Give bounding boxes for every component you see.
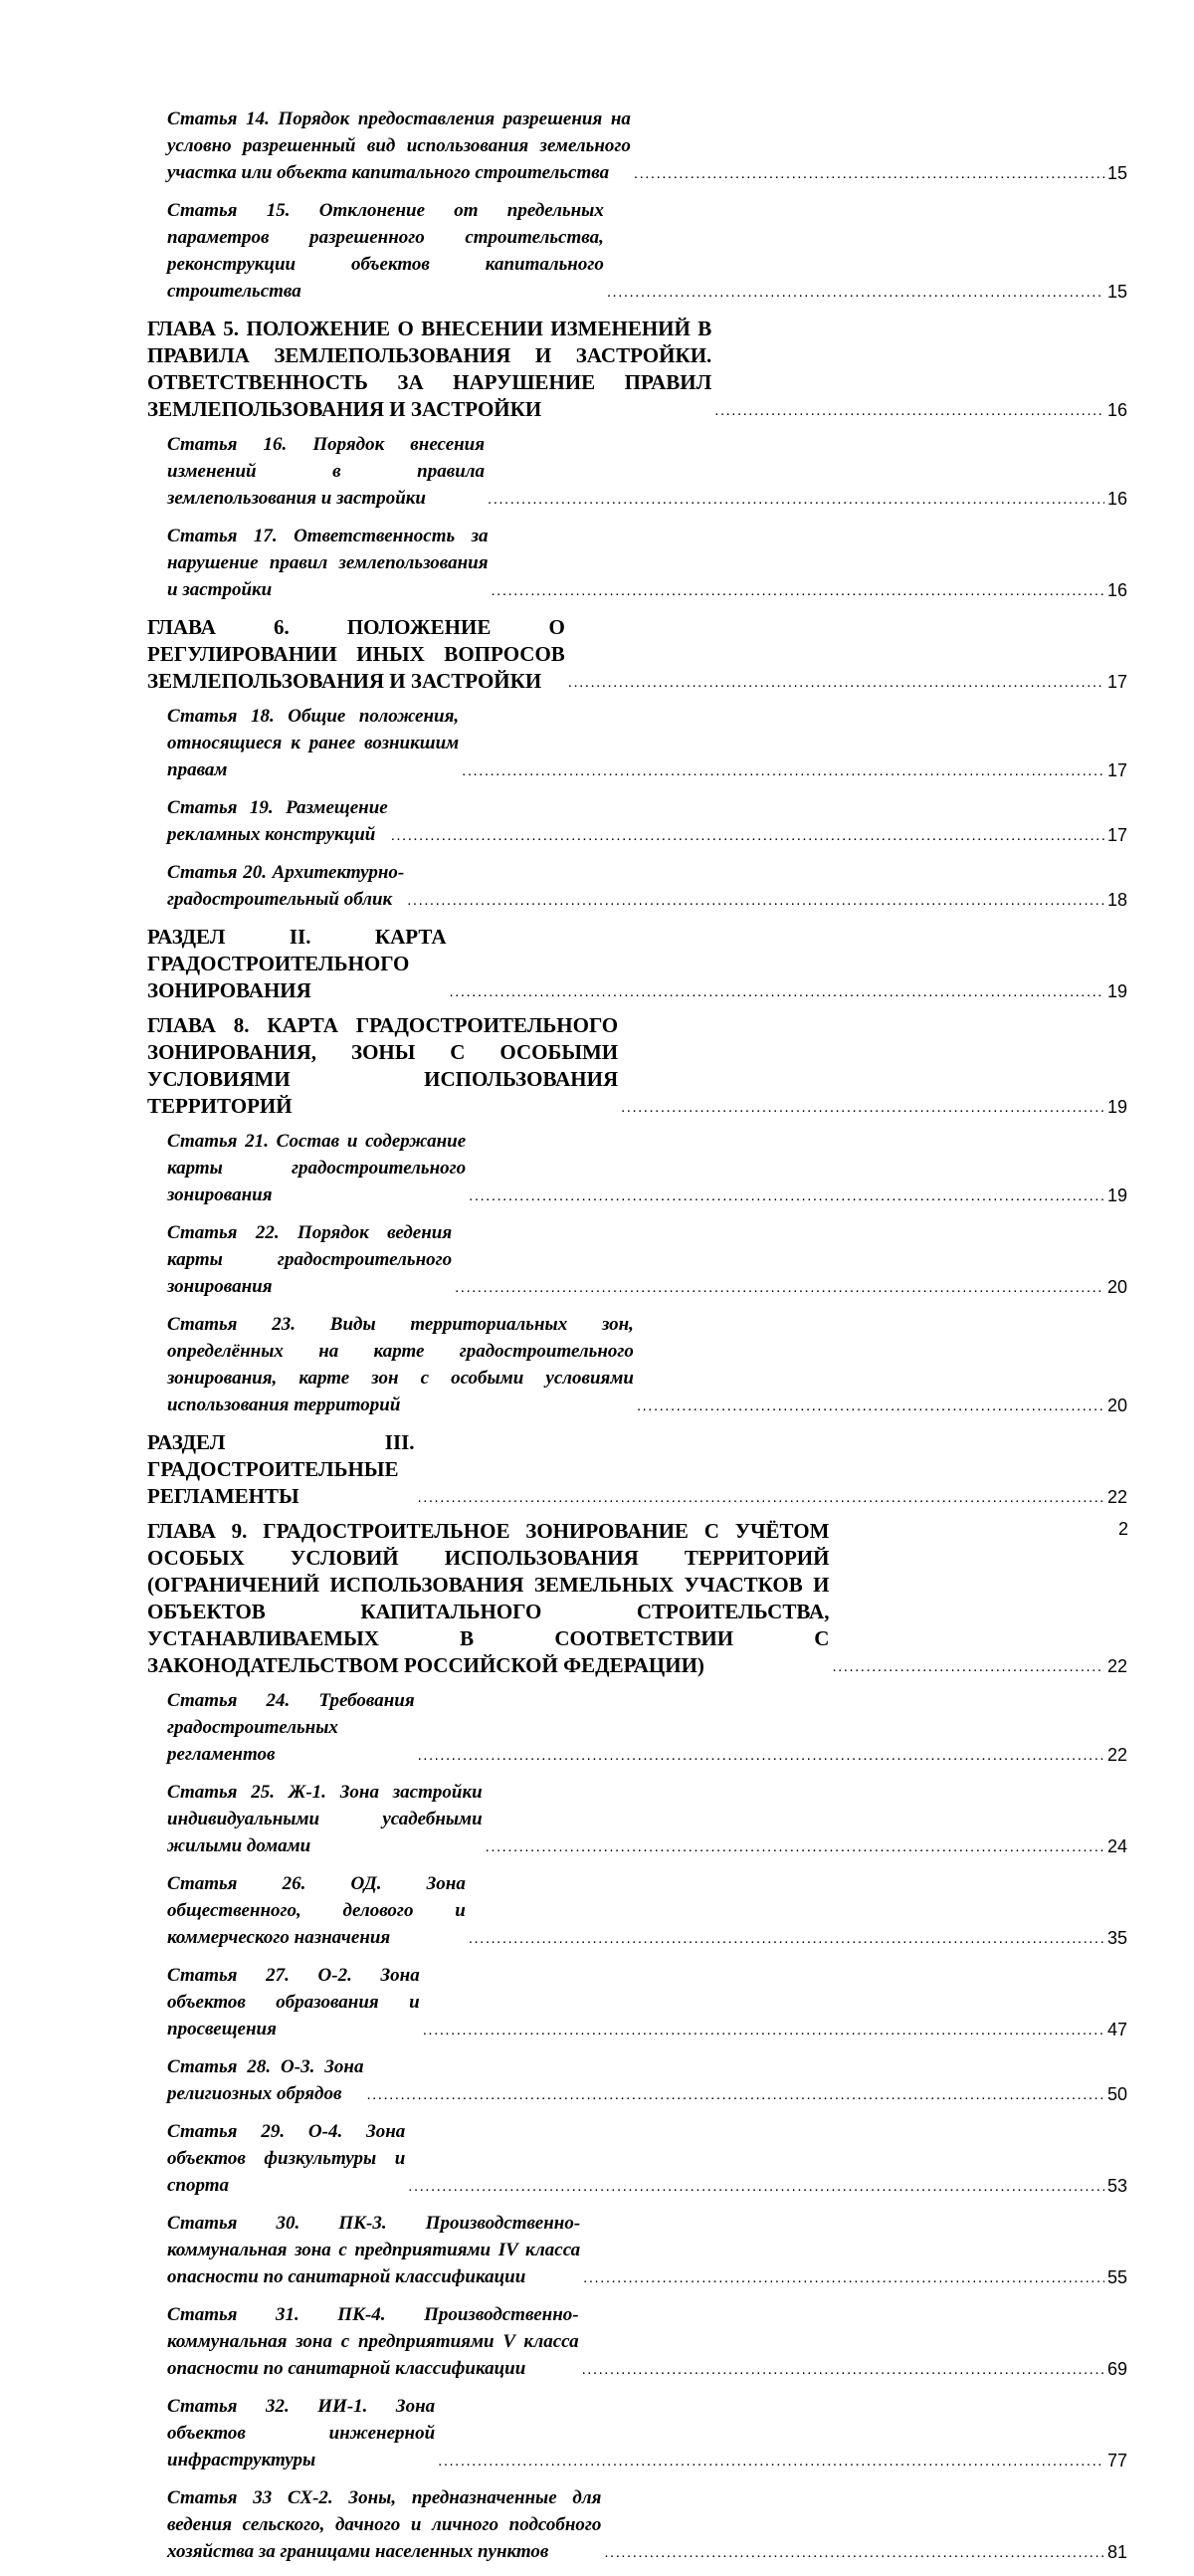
toc-entry-article-18[interactable]: [147, 703, 1127, 783]
toc-entry-article-24[interactable]: [147, 1687, 1127, 1768]
toc-entry-title: Статья 33 СХ-2. Зоны, предназначенные для ведения сельского, дачного и личного подсобного хозяйства за границами населенных пунктов: [167, 2487, 602, 2562]
dot-leader: [492, 583, 1104, 598]
toc-entry-chapter-5[interactable]: [147, 316, 1127, 423]
toc-entry-article-28[interactable]: [147, 2053, 1127, 2107]
toc-entry-article-20[interactable]: [147, 859, 1127, 913]
dot-leader: [407, 893, 1104, 908]
toc-entry-page: 53: [1106, 2175, 1127, 2196]
toc-entry-title: Статья 30. ПК-3. Производственно-коммунальная зона с предприятиями IV класса опасности по санитарной классификации: [167, 2213, 581, 2287]
toc-entry-article-15[interactable]: [147, 197, 1127, 305]
toc-entry-page: 69: [1106, 2358, 1127, 2379]
toc-entry-title: Статья 22. Порядок ведения карты градостроительного зонирования: [167, 1222, 453, 1297]
dot-leader: [607, 285, 1104, 300]
toc-entry-title: ГЛАВА 8. КАРТА ГРАДОСТРОИТЕЛЬНОГО ЗОНИРОВАНИЯ, ЗОНЫ С ОСОБЫМИ УСЛОВИЯМИ ИСПОЛЬЗОВАНИЯ ТЕРРИТОРИЙ: [147, 1013, 619, 1118]
dot-leader: [469, 1188, 1104, 1203]
toc-entry-page: 50: [1106, 2083, 1127, 2104]
toc-entry-article-16[interactable]: [147, 431, 1127, 512]
toc-entry-article-25[interactable]: [147, 1779, 1127, 1859]
toc-entry-page: 19: [1106, 1096, 1127, 1117]
toc-entry-title: Статья 27. О-2. Зона объектов образования и просвещения: [167, 1965, 420, 2039]
dot-leader: [486, 1839, 1104, 1854]
dot-leader: [423, 2023, 1104, 2038]
toc-entry-section-3[interactable]: [147, 1429, 1127, 1510]
toc-entry-title: Статья 23. Виды территориальных зон, определённых на карте градостроительного зонирования, карте зон с особыми условиями использования территорий: [167, 1314, 634, 1415]
toc-entry-chapter-9[interactable]: [147, 1518, 1127, 1679]
toc-entry-page: 15: [1106, 162, 1127, 183]
toc-entry-article-21[interactable]: [147, 1128, 1127, 1208]
toc-entry-page: 19: [1106, 1184, 1127, 1205]
toc-entry-title: Статья 19. Размещение рекламных конструкций: [167, 797, 388, 845]
toc-entry-page: 18: [1106, 889, 1127, 910]
toc-entry-article-29[interactable]: [147, 2118, 1127, 2199]
toc-entry-title: РАЗДЕЛ III. ГРАДОСТРОИТЕЛЬНЫЕ РЕГЛАМЕНТЫ: [147, 1430, 415, 1508]
toc-entry-title: Статья 28. О-3. Зона религиозных обрядов: [167, 2056, 364, 2104]
toc-entry-article-19[interactable]: [147, 794, 1127, 848]
toc-entry-page: 19: [1106, 980, 1127, 1001]
toc-entry-page: 22: [1106, 1486, 1127, 1507]
dot-leader: [455, 1280, 1104, 1295]
dot-leader: [568, 675, 1104, 690]
toc-entry-title: Статья 17. Ответственность за нарушение правил землепользования и застройки: [167, 526, 489, 600]
dot-leader: [462, 763, 1104, 778]
toc-entry-page: 16: [1106, 488, 1127, 509]
toc-entry-page: 81: [1106, 2541, 1127, 2562]
toc-entry-page: 16: [1106, 399, 1127, 420]
dot-leader: [634, 166, 1104, 181]
toc-entry-chapter-6[interactable]: [147, 614, 1127, 695]
toc-entry-article-31[interactable]: [147, 2301, 1127, 2382]
dot-leader: [621, 1100, 1104, 1115]
toc-entry-page: 77: [1106, 2450, 1127, 2470]
dot-leader: [583, 2270, 1104, 2285]
toc-entry-title: Статья 31. ПК-4. Производственно-коммунальная зона с предприятиями V класса опасности по санитарной классификации: [167, 2304, 579, 2379]
dot-leader: [488, 492, 1104, 507]
toc-entry-title: Статья 20. Архитектурно-градостроительный облик: [167, 862, 405, 910]
toc-entry-article-30[interactable]: [147, 2210, 1127, 2290]
toc-entry-title: Статья 18. Общие положения, относящиеся к ранее возникшим правам: [167, 706, 460, 780]
dot-leader: [366, 2087, 1104, 2102]
toc-entry-article-14[interactable]: [147, 106, 1127, 186]
toc-entry-page: 16: [1106, 579, 1127, 600]
toc-entry-page: 35: [1106, 1927, 1127, 1948]
toc-entry-title: Статья 29. О-4. Зона объектов физкультуры и спорта: [167, 2121, 406, 2196]
dot-leader: [637, 1398, 1104, 1413]
toc-entry-title: Статья 16. Порядок внесения изменений в правила землепользования и застройки: [167, 434, 486, 509]
toc-entry-page: 47: [1106, 2019, 1127, 2039]
dot-leader: [832, 1659, 1104, 1674]
toc-entry-title: Статья 32. ИИ-1. Зона объектов инженерной инфраструктуры: [167, 2396, 436, 2470]
dot-leader: [408, 2179, 1104, 2194]
table-of-contents: [147, 106, 1127, 2576]
toc-entry-section-2[interactable]: [147, 924, 1127, 1004]
dot-leader: [438, 2454, 1104, 2469]
toc-entry-title: Статья 24. Требования градостроительных регламентов: [167, 1690, 415, 1765]
toc-entry-page: 24: [1106, 1835, 1127, 1856]
dot-leader: [582, 2362, 1104, 2377]
dot-leader: [418, 1490, 1104, 1505]
dot-leader: [391, 828, 1104, 843]
toc-entry-article-17[interactable]: [147, 523, 1127, 603]
dot-leader: [604, 2545, 1104, 2560]
toc-entry-page: 15: [1106, 281, 1127, 302]
toc-entry-page: 17: [1106, 759, 1127, 780]
dot-leader: [450, 984, 1104, 999]
toc-entry-page: 17: [1106, 671, 1127, 692]
toc-entry-page: 22: [1106, 1655, 1127, 1676]
toc-entry-page: 22: [1106, 1744, 1127, 1765]
dot-leader: [469, 1931, 1104, 1946]
dot-leader: [418, 1748, 1104, 1763]
toc-entry-page: 55: [1106, 2266, 1127, 2287]
toc-entry-page: 20: [1106, 1276, 1127, 1297]
toc-entry-chapter-8[interactable]: [147, 1012, 1127, 1120]
toc-entry-title: РАЗДЕЛ II. КАРТА ГРАДОСТРОИТЕЛЬНОГО ЗОНИРОВАНИЯ: [147, 925, 447, 1002]
dot-leader: [714, 403, 1104, 418]
toc-entry-title: ГЛАВА 6. ПОЛОЖЕНИЕ О РЕГУЛИРОВАНИИ ИНЫХ ВОПРОСОВ ЗЕМЛЕПОЛЬЗОВАНИЯ И ЗАСТРОЙКИ: [147, 615, 565, 693]
toc-entry-article-26[interactable]: [147, 1870, 1127, 1951]
toc-entry-page: 20: [1106, 1395, 1127, 1415]
toc-entry-title: ГЛАВА 9. ГРАДОСТРОИТЕЛЬНОЕ ЗОНИРОВАНИЕ С УЧЁТОМ ОСОБЫХ УСЛОВИЙ ИСПОЛЬЗОВАНИЯ ТЕРРИТОРИЙ (ОГРАНИЧЕНИЙ ИСПОЛЬЗОВАНИЯ ЗЕМЕЛЬНЫХ УЧАСТКОВ И ОБЪЕКТОВ КАПИТАЛЬНОГО СТРОИТЕЛЬСТВА, УСТАНАВЛИВАЕМЫХ В СООТВЕТСТВИИ С ЗАКОНОДАТЕЛЬСТВОМ РОССИЙСКОЙ ФЕДЕРАЦИИ): [147, 1519, 830, 1677]
toc-entry-title: Статья 14. Порядок предоставления разрешения на условно разрешенный вид использования земельного участка или объекта капитального строительства: [167, 108, 631, 183]
toc-entry-title: Статья 15. Отклонение от предельных параметров разрешенного строительства, реконструкции объектов капитального строительства: [167, 200, 604, 302]
toc-entry-title: ГЛАВА 5. ПОЛОЖЕНИЕ О ВНЕСЕНИИ ИЗМЕНЕНИЙ В ПРАВИЛА ЗЕМЛЕПОЛЬЗОВАНИЯ И ЗАСТРОЙКИ. ОТВЕТСТВЕННОСТЬ ЗА НАРУШЕНИЕ ПРАВИЛ ЗЕМЛЕПОЛЬЗОВАНИЯ И ЗАСТРОЙКИ: [147, 317, 712, 421]
toc-entry-title: Статья 21. Состав и содержание карты градостроительного зонирования: [167, 1131, 467, 1205]
toc-entry-article-22[interactable]: [147, 1219, 1127, 1300]
toc-entry-article-32[interactable]: [147, 2393, 1127, 2473]
toc-entry-article-27[interactable]: [147, 1962, 1127, 2042]
toc-entry-title: Статья 26. ОД. Зона общественного, делового и коммерческого назначения: [167, 1873, 466, 1948]
toc-entry-title: Статья 25. Ж-1. Зона застройки индивидуальными усадебными жилыми домами: [167, 1782, 483, 1856]
toc-entry-article-33[interactable]: [147, 2484, 1127, 2565]
toc-entry-page: 17: [1106, 824, 1127, 845]
page-number: 2: [1117, 1519, 1128, 1539]
toc-entry-article-23[interactable]: [147, 1311, 1127, 1418]
